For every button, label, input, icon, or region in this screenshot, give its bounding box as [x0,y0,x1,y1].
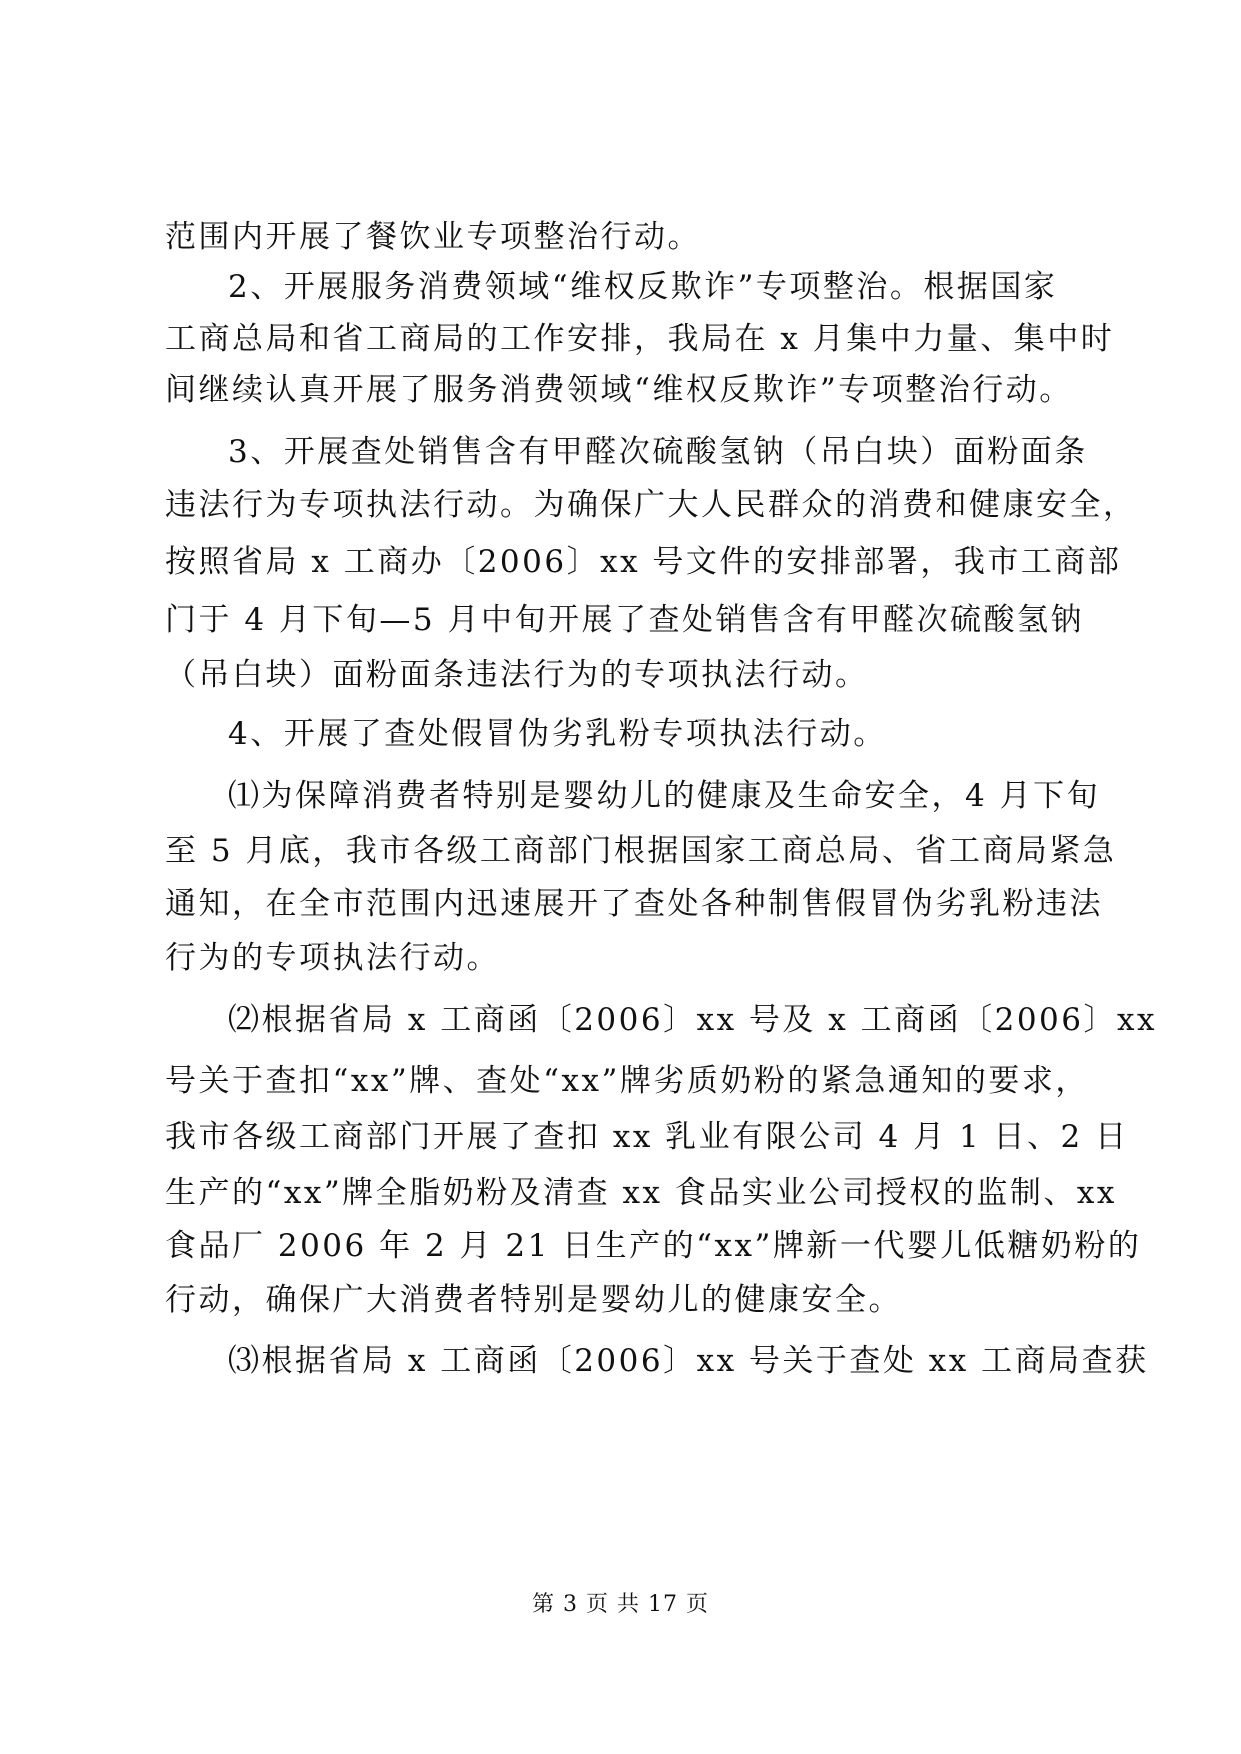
text-line: 食品厂 2006 年 2 月 21 日生产的“xx”牌新一代婴儿低糖奶粉的 [165,1228,1142,1264]
text-line: 范围内开展了餐饮业专项整治行动。 [165,219,701,255]
text-line: ⑶根据省局 x 工商函〔2006〕xx 号关于查处 xx 工商局查获 [228,1343,1149,1379]
text-line: 按照省局 x 工商办〔2006〕xx 号文件的安排部署，我市工商部 [165,544,1122,580]
text-line: 违法行为专项执法行动。为确保广大人民群众的消费和健康安全， [165,487,1137,523]
text-line: ⑴为保障消费者特别是婴幼儿的健康及生命安全，4 月下旬 [228,778,1101,814]
page-number-footer: 第 3 页 共 17 页 [532,1592,709,1617]
text-line: 3、开展查处销售含有甲醛次硫酸氢钠（吊白块）面粉面条 [228,434,1088,470]
text-line: 行动，确保广大消费者特别是婴幼儿的健康安全。 [165,1282,902,1318]
text-line: 我市各级工商部门开展了查扣 xx 乳业有限公司 4 月 1 日、2 日 [165,1119,1129,1155]
text-line: 4、开展了查处假冒伪劣乳粉专项执法行动。 [228,716,887,752]
text-line: 间继续认真开展了服务消费领域“维权反欺诈”专项整治行动。 [165,372,1073,408]
text-line: 至 5 月底，我市各级工商部门根据国家工商总局、省工商局紧急 [165,833,1117,869]
text-line: 通知，在全市范围内迅速展开了查处各种制售假冒伪劣乳粉违法 [165,886,1103,922]
text-line: 工商总局和省工商局的工作安排，我局在 x 月集中力量、集中时 [165,321,1115,357]
text-line: 生产的“xx”牌全脂奶粉及清查 xx 食品实业公司授权的监制、xx [165,1175,1117,1211]
text-line: ⑵根据省局 x 工商函〔2006〕xx 号及 x 工商函〔2006〕xx [228,1002,1157,1038]
text-line: （吊白块）面粉面条违法行为的专项执法行动。 [165,657,869,693]
text-line: 2、开展服务消费领域“维权反欺诈”专项整治。根据国家 [228,269,1058,305]
text-line: 号关于查扣“xx”牌、查处“xx”牌劣质奶粉的紧急通知的要求， [165,1063,1089,1099]
text-line: 门于 4 月下旬—5 月中旬开展了查处销售含有甲醛次硫酸氢钠 [165,602,1085,638]
text-line: 行为的专项执法行动。 [165,940,500,976]
